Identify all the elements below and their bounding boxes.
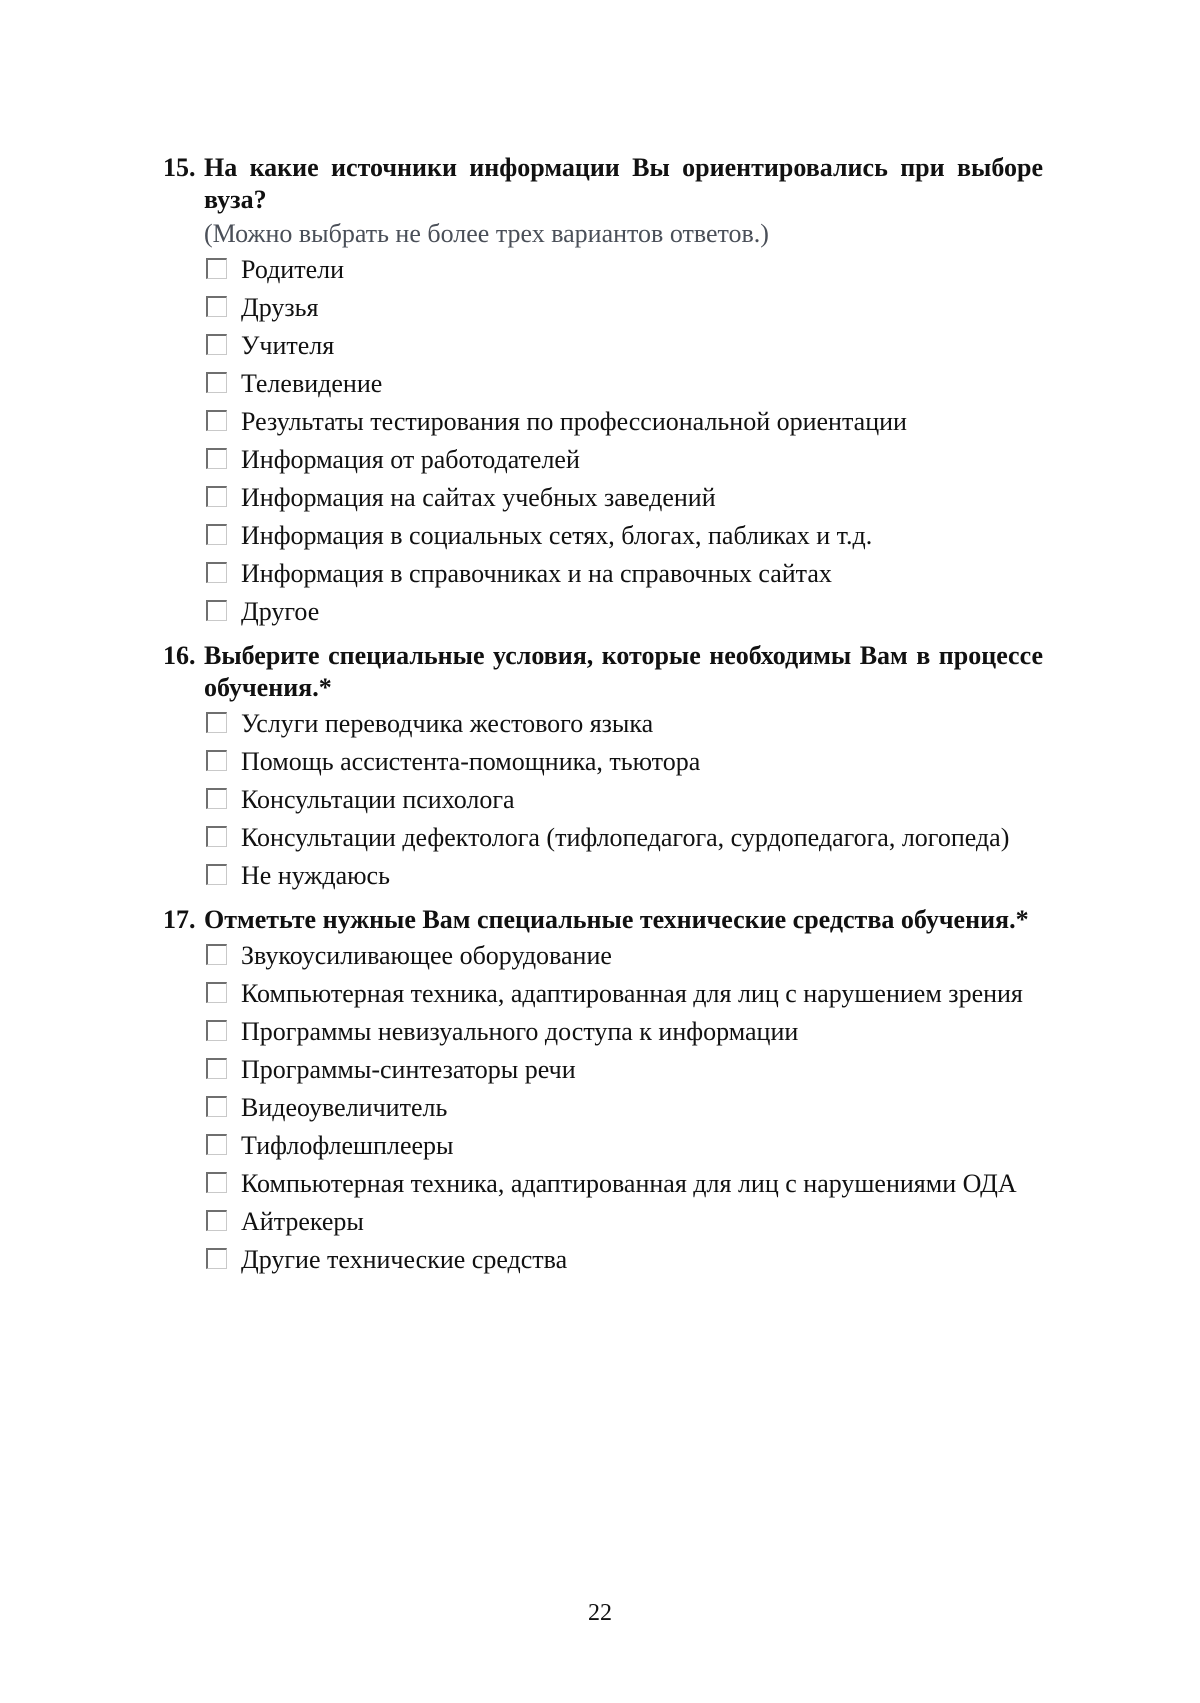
checkbox[interactable] (206, 486, 227, 507)
question-title: Отметьте нужные Вам специальные технические средства обучения.* (204, 905, 1029, 934)
checkbox[interactable] (206, 1134, 227, 1155)
option-item (206, 860, 1043, 892)
option-label: Услуги переводчика жестового языка (241, 709, 654, 738)
option-item (206, 1130, 1043, 1162)
question-number: 17. (163, 905, 196, 934)
question-note: (Можно выбрать не более трех вариантов ответов.) (204, 219, 769, 248)
checkbox[interactable] (206, 1096, 227, 1117)
checkbox[interactable] (206, 982, 227, 1003)
option-item (206, 708, 1043, 740)
option-label: Айтрекеры (241, 1207, 364, 1236)
option-label: Консультации психолога (241, 785, 515, 814)
option-label: Видеоувеличитель (241, 1093, 448, 1122)
option-item (206, 330, 1043, 362)
checkbox[interactable] (206, 1058, 227, 1079)
question-number: 15. (163, 153, 196, 182)
option-label: Результаты тестирования по профессиональной ориентации (241, 407, 907, 436)
checkbox[interactable] (206, 864, 227, 885)
option-label: Помощь ассистента-помощника, тьютора (241, 747, 701, 776)
checkbox[interactable] (206, 712, 227, 733)
option-item (206, 444, 1043, 476)
checkbox[interactable] (206, 334, 227, 355)
checkbox[interactable] (206, 826, 227, 847)
option-item (206, 784, 1043, 816)
option-item (206, 978, 1043, 1010)
checkbox[interactable] (206, 258, 227, 279)
option-label: Тифлофлешплееры (241, 1131, 454, 1160)
option-item (206, 1244, 1043, 1276)
option-item (206, 406, 1043, 438)
options-list (163, 708, 1043, 892)
option-item (206, 822, 1043, 854)
option-label: Компьютерная техника, адаптированная для лиц с нарушениями ОДА (241, 1169, 1017, 1198)
option-label: Звукоусиливающее оборудование (241, 941, 612, 970)
checkbox[interactable] (206, 372, 227, 393)
option-label: Учителя (241, 331, 335, 360)
option-item (206, 1016, 1043, 1048)
option-item (206, 520, 1043, 552)
option-label: Информация в социальных сетях, блогах, пабликах и т.д. (241, 521, 873, 550)
option-item (206, 368, 1043, 400)
questionnaire-page (163, 152, 1043, 1288)
option-label: Программы невизуального доступа к информации (241, 1017, 799, 1046)
options-list (163, 940, 1043, 1276)
option-item (206, 940, 1043, 972)
question-number: 16. (163, 641, 196, 670)
option-label: Другое (241, 597, 320, 626)
option-item (206, 1206, 1043, 1238)
options-list (163, 254, 1043, 628)
option-label: Консультации дефектолога (тифлопедагога, сурдопедагога, логопеда) (241, 823, 1010, 852)
option-label: Другие технические средства (241, 1245, 568, 1274)
question-17 (163, 904, 1043, 1276)
option-label: Не нуждаюсь (241, 861, 390, 890)
option-item (206, 292, 1043, 324)
checkbox[interactable] (206, 524, 227, 545)
option-item (206, 482, 1043, 514)
option-label: Информация в справочниках и на справочных сайтах (241, 559, 832, 588)
option-item (206, 1092, 1043, 1124)
question-title: Выберите специальные условия, которые необходимы Вам в процессе обучения.* (204, 641, 1043, 702)
option-label: Родители (241, 255, 344, 284)
checkbox[interactable] (206, 1020, 227, 1041)
option-label: Программы-синтезаторы речи (241, 1055, 576, 1084)
option-item (206, 254, 1043, 286)
checkbox[interactable] (206, 1172, 227, 1193)
question-16 (163, 640, 1043, 892)
option-label: Компьютерная техника, адаптированная для лиц с нарушением зрения (241, 979, 1023, 1008)
option-item (206, 746, 1043, 778)
checkbox[interactable] (206, 448, 227, 469)
checkbox[interactable] (206, 788, 227, 809)
question-heading (163, 904, 1043, 936)
checkbox[interactable] (206, 296, 227, 317)
question-heading (163, 152, 1043, 216)
checkbox[interactable] (206, 410, 227, 431)
option-label: Телевидение (241, 369, 383, 398)
checkbox[interactable] (206, 1210, 227, 1231)
option-item (206, 558, 1043, 590)
option-item (206, 1168, 1043, 1200)
option-label: Информация на сайтах учебных заведений (241, 483, 716, 512)
page-number: 22 (588, 1600, 612, 1626)
option-label: Друзья (241, 293, 319, 322)
checkbox[interactable] (206, 1248, 227, 1269)
question-15 (163, 152, 1043, 628)
question-heading (163, 640, 1043, 704)
option-item (206, 1054, 1043, 1086)
checkbox[interactable] (206, 750, 227, 771)
checkbox[interactable] (206, 600, 227, 621)
option-item (206, 596, 1043, 628)
option-label: Информация от работодателей (241, 445, 580, 474)
checkbox[interactable] (206, 944, 227, 965)
checkbox[interactable] (206, 562, 227, 583)
question-title: На какие источники информации Вы ориентировались при выборе вуза? (204, 153, 1043, 214)
